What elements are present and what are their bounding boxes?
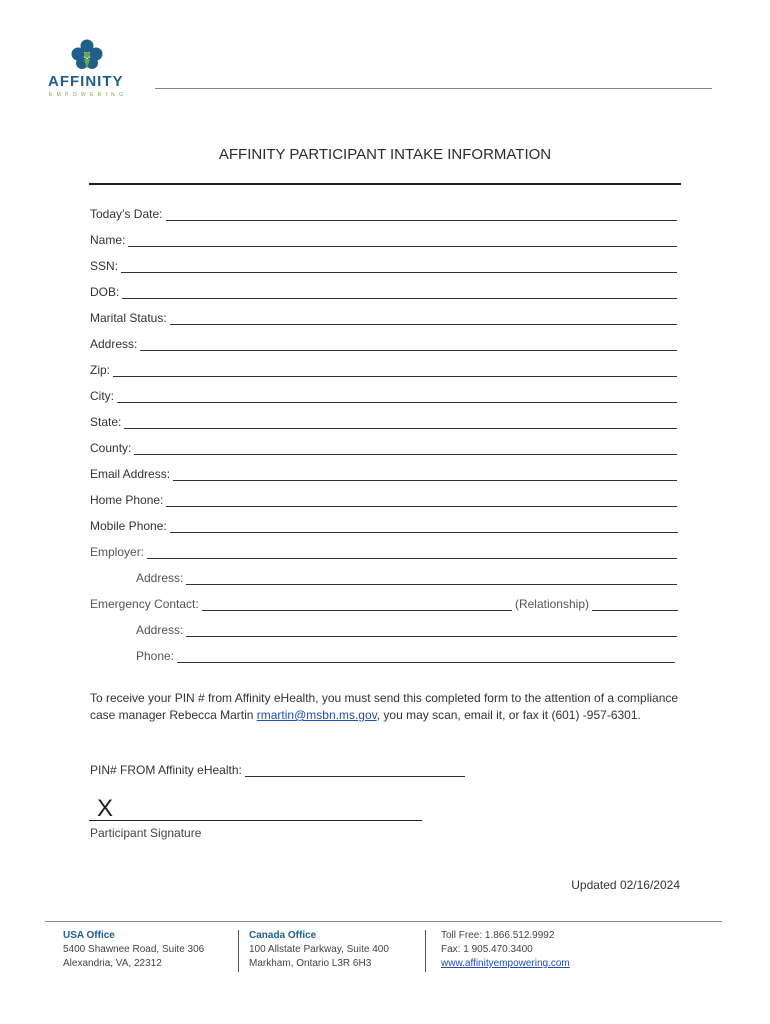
address-field[interactable] xyxy=(90,335,677,351)
name-line[interactable] xyxy=(128,235,677,247)
ssn-label: SSN: xyxy=(90,259,119,273)
canada-office-line2: Markham, Ontario L3R 6H3 xyxy=(249,958,372,969)
name-label: Name: xyxy=(90,233,126,247)
pin-label: PIN# FROM Affinity eHealth: xyxy=(90,763,242,777)
pin-line[interactable] xyxy=(245,765,465,777)
address-label: Address: xyxy=(90,337,138,351)
footer-divider xyxy=(45,921,722,922)
employer-address-label: Address: xyxy=(136,571,184,585)
usa-office-title: USA Office xyxy=(63,930,115,941)
dob-line[interactable] xyxy=(122,287,677,299)
city-label: City: xyxy=(90,389,114,403)
employer-field[interactable] xyxy=(90,543,677,559)
emergency-phone-field[interactable] xyxy=(136,647,675,663)
title-divider xyxy=(89,183,681,185)
employer-label: Employer: xyxy=(90,545,145,559)
pin-notice xyxy=(90,690,680,724)
website-link[interactable]: www.affinityempowering.com xyxy=(441,958,570,969)
relationship-line[interactable] xyxy=(592,599,678,611)
updated-date: Updated 02/16/2024 xyxy=(571,878,680,892)
form-title: AFFINITY PARTICIPANT INTAKE INFORMATION xyxy=(218,146,552,163)
city-field[interactable] xyxy=(90,387,677,403)
zip-label: Zip: xyxy=(90,363,111,377)
todays-date-field[interactable] xyxy=(90,205,677,221)
email-field[interactable] xyxy=(90,465,677,481)
signature-x-mark: X xyxy=(97,795,114,822)
relationship-label: (Relationship) xyxy=(514,597,589,611)
canada-office-title: Canada Office xyxy=(249,930,317,941)
county-line[interactable] xyxy=(134,443,677,455)
mobile-phone-field[interactable] xyxy=(90,517,678,533)
marital-status-label: Marital Status: xyxy=(90,311,167,325)
marital-status-field[interactable] xyxy=(90,309,677,325)
notice-text-before: To receive your PIN # from Affinity eHealth, you must send this completed form to the attention of a compliance case manager Rebecca Martin xyxy=(90,691,679,722)
signature-line[interactable] xyxy=(89,820,422,821)
emergency-phone-line[interactable] xyxy=(177,651,675,663)
emergency-contact-field[interactable] xyxy=(90,595,678,611)
state-label: State: xyxy=(90,415,122,429)
home-phone-line[interactable] xyxy=(166,495,677,507)
email-line[interactable] xyxy=(173,469,677,481)
usa-office-line2: Alexandria, VA, 22312 xyxy=(63,958,162,969)
emergency-phone-label: Phone: xyxy=(136,649,175,663)
zip-line[interactable] xyxy=(113,365,677,377)
mobile-phone-label: Mobile Phone: xyxy=(90,519,167,533)
state-line[interactable] xyxy=(124,417,677,429)
emergency-address-line[interactable] xyxy=(186,625,677,637)
dob-field[interactable] xyxy=(90,283,677,299)
todays-date-label: Today’s Date: xyxy=(90,207,163,221)
city-line[interactable] xyxy=(117,391,677,403)
emergency-address-label: Address: xyxy=(136,623,184,637)
zip-field[interactable] xyxy=(90,361,677,377)
compliance-email-link[interactable]: rmartin@msbn.ms.gov xyxy=(256,708,377,722)
footer-separator xyxy=(425,930,426,972)
emergency-address-field[interactable] xyxy=(136,621,677,637)
employer-line[interactable] xyxy=(147,547,677,559)
employer-address-line[interactable] xyxy=(186,573,677,585)
employer-address-field[interactable] xyxy=(136,569,677,585)
address-line[interactable] xyxy=(140,339,677,351)
marital-status-line[interactable] xyxy=(170,313,677,325)
todays-date-line[interactable] xyxy=(166,209,678,221)
home-phone-field[interactable] xyxy=(90,491,677,507)
contact-info xyxy=(441,929,570,971)
footer-separator xyxy=(238,930,239,972)
state-field[interactable] xyxy=(90,413,677,429)
emergency-contact-label: Emergency Contact: xyxy=(90,597,199,611)
mobile-phone-line[interactable] xyxy=(170,521,678,533)
home-phone-label: Home Phone: xyxy=(90,493,164,507)
notice-text-after: , you may scan, email it, or fax it (601) -957-6301. xyxy=(376,708,641,722)
usa-office-line1: 5400 Shawnee Road, Suite 306 xyxy=(63,944,205,955)
canada-office-line1: 100 Allstate Parkway, Suite 400 xyxy=(249,944,389,955)
email-label: Email Address: xyxy=(90,467,171,481)
county-field[interactable] xyxy=(90,439,677,455)
ssn-field[interactable] xyxy=(90,257,677,273)
toll-free-number: Toll Free: 1.866.512.9992 xyxy=(441,930,555,941)
name-field[interactable] xyxy=(90,231,677,247)
dob-label: DOB: xyxy=(90,285,120,299)
fax-number: Fax: 1 905.470.3400 xyxy=(441,944,533,955)
canada-office xyxy=(249,929,389,971)
signature-label: Participant Signature xyxy=(90,826,202,840)
pin-field[interactable] xyxy=(90,761,465,777)
logo-text: AFFINITY xyxy=(48,73,124,90)
county-label: County: xyxy=(90,441,132,455)
header-divider xyxy=(155,88,712,89)
usa-office xyxy=(63,929,204,971)
emergency-contact-line[interactable] xyxy=(202,599,512,611)
logo-tagline: EMPOWERING xyxy=(49,92,128,98)
ssn-line[interactable] xyxy=(121,261,677,273)
